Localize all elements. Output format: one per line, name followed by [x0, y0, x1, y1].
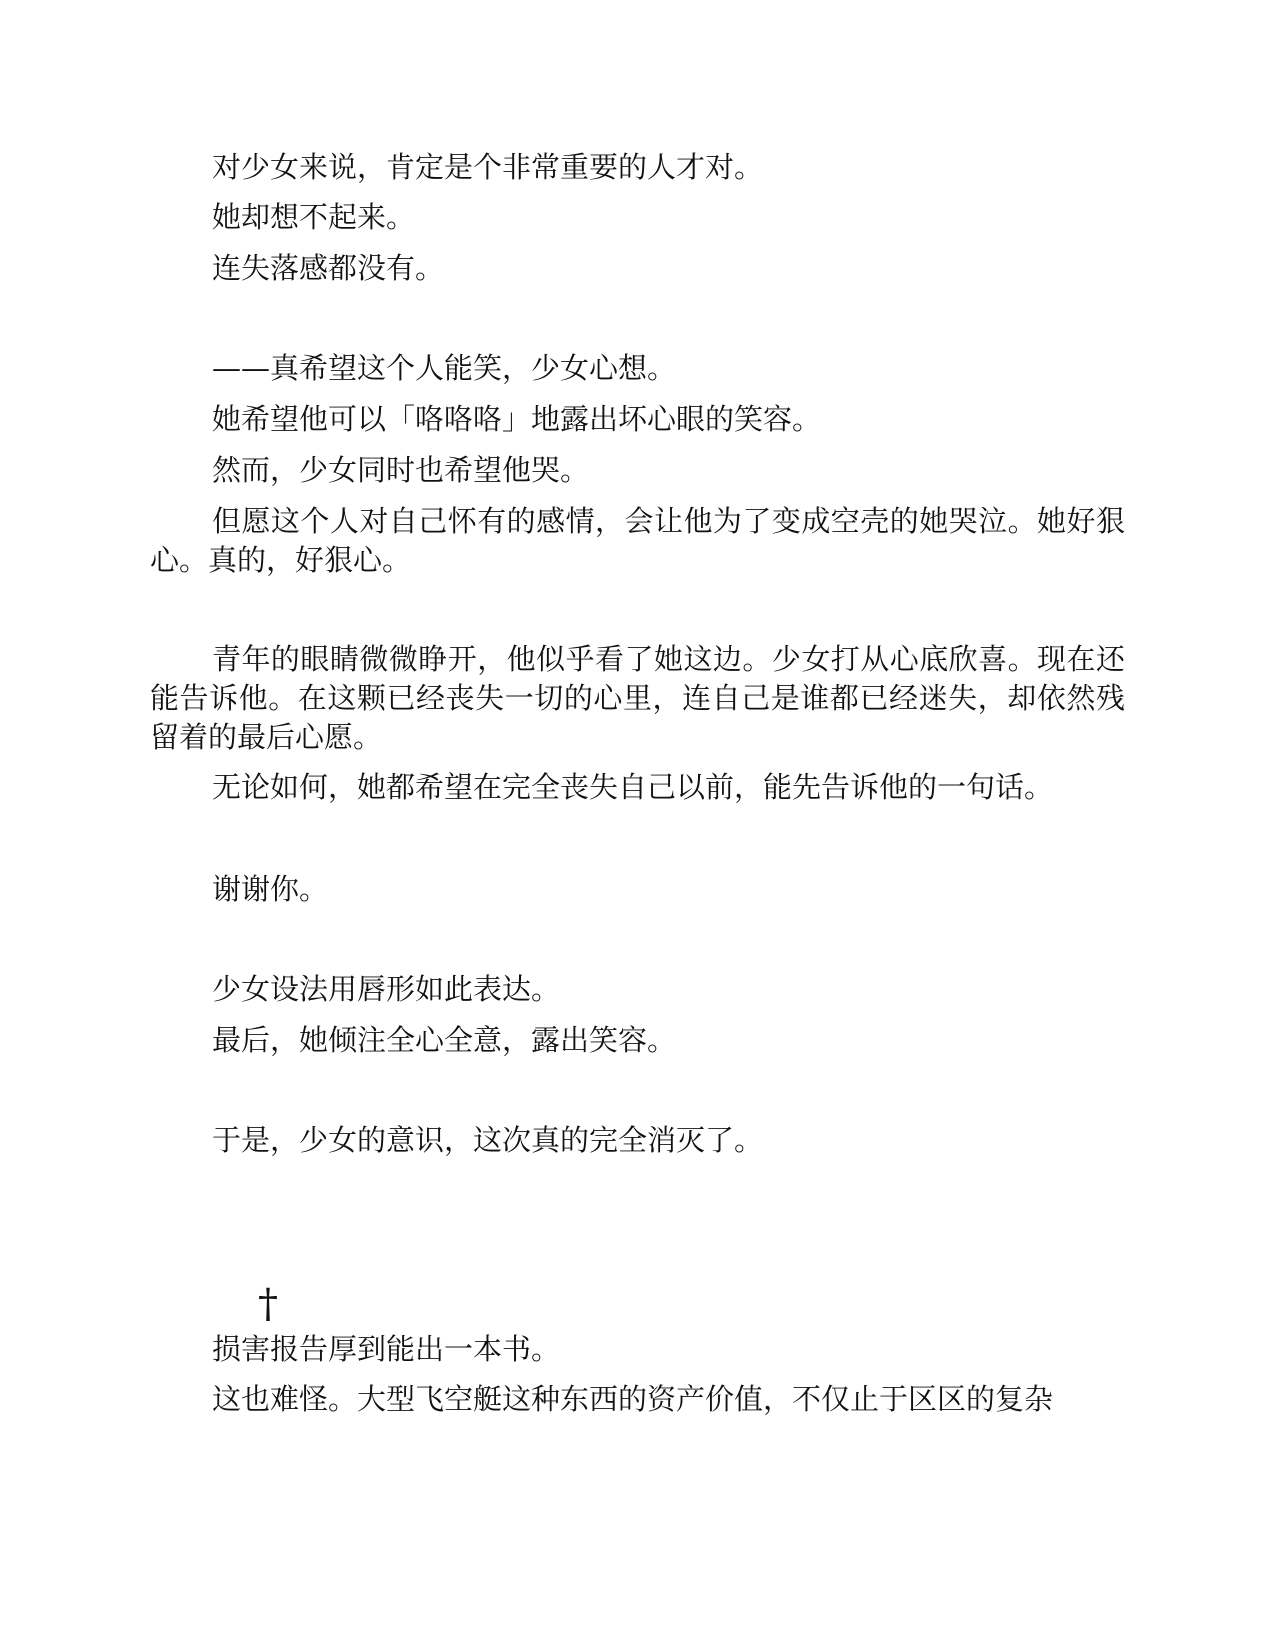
- paragraph: 谢谢你。: [212, 872, 329, 906]
- paragraph: 但愿这个人对自己怀有的感情，会让他为了变成空壳的她哭泣。她好狠心。真的，好狠心。: [150, 504, 1125, 577]
- paragraph: 最后，她倾注全心全意，露出笑容。: [212, 1023, 677, 1057]
- paragraph: 少女设法用唇形如此表达。: [212, 972, 561, 1006]
- paragraph: 无论如何，她都希望在完全丧失自己以前，能先告诉他的一句话。: [212, 770, 1054, 804]
- paragraph: 连失落感都没有。: [212, 251, 445, 285]
- paragraph: 这也难怪。大型飞空艇这种东西的资产价值，不仅止于区区的复杂: [212, 1382, 1054, 1416]
- paragraph: 然而，少女同时也希望他哭。: [212, 453, 590, 487]
- paragraph: 对少女来说，肯定是个非常重要的人才对。: [212, 150, 764, 184]
- paragraph: 她希望他可以「咯咯咯」地露出坏心眼的笑容。: [212, 402, 822, 436]
- paragraph: 青年的眼睛微微睁开，他似乎看了她这边。少女打从心底欣喜。现在还能告诉他。在这颗已经丧失一切的心里，连自己是谁都已经迷失，却依然残留着的最后心愿。: [150, 642, 1125, 754]
- paragraph: ——真希望这个人能笑，少女心想。: [212, 351, 677, 385]
- paragraph: 她却想不起来。: [212, 200, 416, 234]
- paragraph: 损害报告厚到能出一本书。: [212, 1332, 561, 1366]
- section-break-dagger: †: [258, 1281, 278, 1327]
- paragraph: 于是，少女的意识，这次真的完全消灭了。: [212, 1123, 764, 1157]
